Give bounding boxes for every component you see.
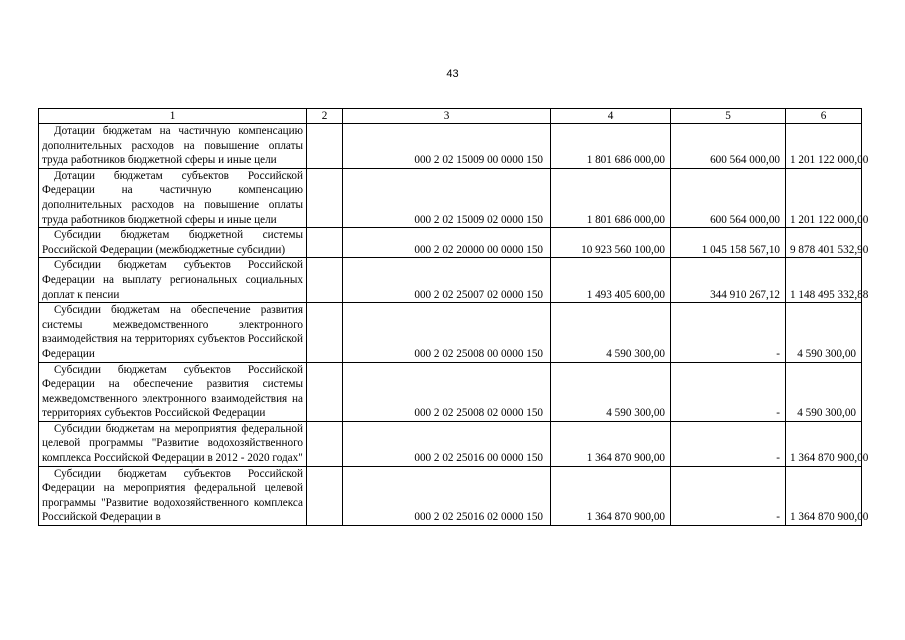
table-row	[39, 258, 862, 303]
row-col-5: -	[671, 466, 786, 525]
row-col-5: -	[671, 303, 786, 362]
row-col-4: 1 493 405 600,00	[551, 258, 671, 303]
row-code: 000 2 02 15009 00 0000 150	[343, 124, 551, 169]
row-name: Дотации бюджетам на частичную компенсацию дополнительных расходов на повышение оплаты труда работников бюджетной сферы и иные цели	[39, 124, 307, 169]
row-col-4: 1 364 870 900,00	[551, 466, 671, 525]
header-col-5: 5	[671, 109, 786, 124]
row-col-4: 4 590 300,00	[551, 303, 671, 362]
row-col-6: 9 878 401 532,90	[786, 228, 862, 258]
row-col-2	[307, 466, 343, 525]
row-col-5: 600 564 000,00	[671, 168, 786, 227]
header-col-3: 3	[343, 109, 551, 124]
row-col-5: 344 910 267,12	[671, 258, 786, 303]
row-code: 000 2 02 25016 02 0000 150	[343, 466, 551, 525]
row-col-6: 1 364 870 900,00	[786, 466, 862, 525]
row-col-5: -	[671, 421, 786, 466]
row-name: Дотации бюджетам субъектов Российской Федерации на частичную компенсацию дополнительных расходов на повышение оплаты труда работников бюджетной сферы и иные цели	[39, 168, 307, 227]
row-col-6: 1 148 495 332,88	[786, 258, 862, 303]
row-col-2	[307, 168, 343, 227]
table-row	[39, 421, 862, 466]
header-col-1: 1	[39, 109, 307, 124]
row-col-4: 4 590 300,00	[551, 362, 671, 421]
row-col-5: 600 564 000,00	[671, 124, 786, 169]
table-row	[39, 303, 862, 362]
row-col-5: 1 045 158 567,10	[671, 228, 786, 258]
table-row	[39, 168, 862, 227]
row-col-4: 1 801 686 000,00	[551, 124, 671, 169]
table-header-row	[39, 109, 862, 124]
row-col-4: 1 801 686 000,00	[551, 168, 671, 227]
table-row	[39, 466, 862, 525]
row-name: Субсидии бюджетам субъектов Российской Федерации на обеспечение развития системы межведомственного электронного взаимодействия на территориях субъектов Российской Федерации	[39, 362, 307, 421]
row-code: 000 2 02 25007 02 0000 150	[343, 258, 551, 303]
row-name: Субсидии бюджетам на мероприятия федеральной целевой программы "Развитие водохозяйственного комплекса Российской Федерации в 2012 - 2020 годах"	[39, 421, 307, 466]
page-number: 43	[446, 68, 459, 80]
row-col-2	[307, 124, 343, 169]
row-code: 000 2 02 15009 02 0000 150	[343, 168, 551, 227]
row-col-6: 4 590 300,00	[786, 362, 862, 421]
table-row	[39, 124, 862, 169]
row-code: 000 2 02 20000 00 0000 150	[343, 228, 551, 258]
table-row	[39, 362, 862, 421]
row-col-2	[307, 362, 343, 421]
row-name: Субсидии бюджетам на обеспечение развития системы межведомственного электронного взаимодействия на территориях субъектов Российской Федерации	[39, 303, 307, 362]
row-col-6: 1 201 122 000,00	[786, 124, 862, 169]
row-col-5: -	[671, 362, 786, 421]
budget-table	[38, 108, 869, 526]
row-name: Субсидии бюджетам субъектов Российской Федерации на выплату региональных социальных доплат к пенсии	[39, 258, 307, 303]
row-col-6: 4 590 300,00	[786, 303, 862, 362]
header-col-4: 4	[551, 109, 671, 124]
row-col-4: 1 364 870 900,00	[551, 421, 671, 466]
row-code: 000 2 02 25008 02 0000 150	[343, 362, 551, 421]
row-col-6: 1 201 122 000,00	[786, 168, 862, 227]
row-col-2	[307, 303, 343, 362]
row-code: 000 2 02 25008 00 0000 150	[343, 303, 551, 362]
row-name: Субсидии бюджетам бюджетной системы Российской Федерации (межбюджетные субсидии)	[39, 228, 307, 258]
row-col-6: 1 364 870 900,00	[786, 421, 862, 466]
row-col-2	[307, 228, 343, 258]
row-code: 000 2 02 25016 00 0000 150	[343, 421, 551, 466]
row-col-2	[307, 258, 343, 303]
row-col-2	[307, 421, 343, 466]
row-name: Субсидии бюджетам субъектов Российской Федерации на мероприятия федеральной целевой программы "Развитие водохозяйственного комплекса Российской Федерации в	[39, 466, 307, 525]
row-col-4: 10 923 560 100,00	[551, 228, 671, 258]
header-col-6: 6	[786, 109, 862, 124]
header-col-2: 2	[307, 109, 343, 124]
table-row	[39, 228, 862, 258]
